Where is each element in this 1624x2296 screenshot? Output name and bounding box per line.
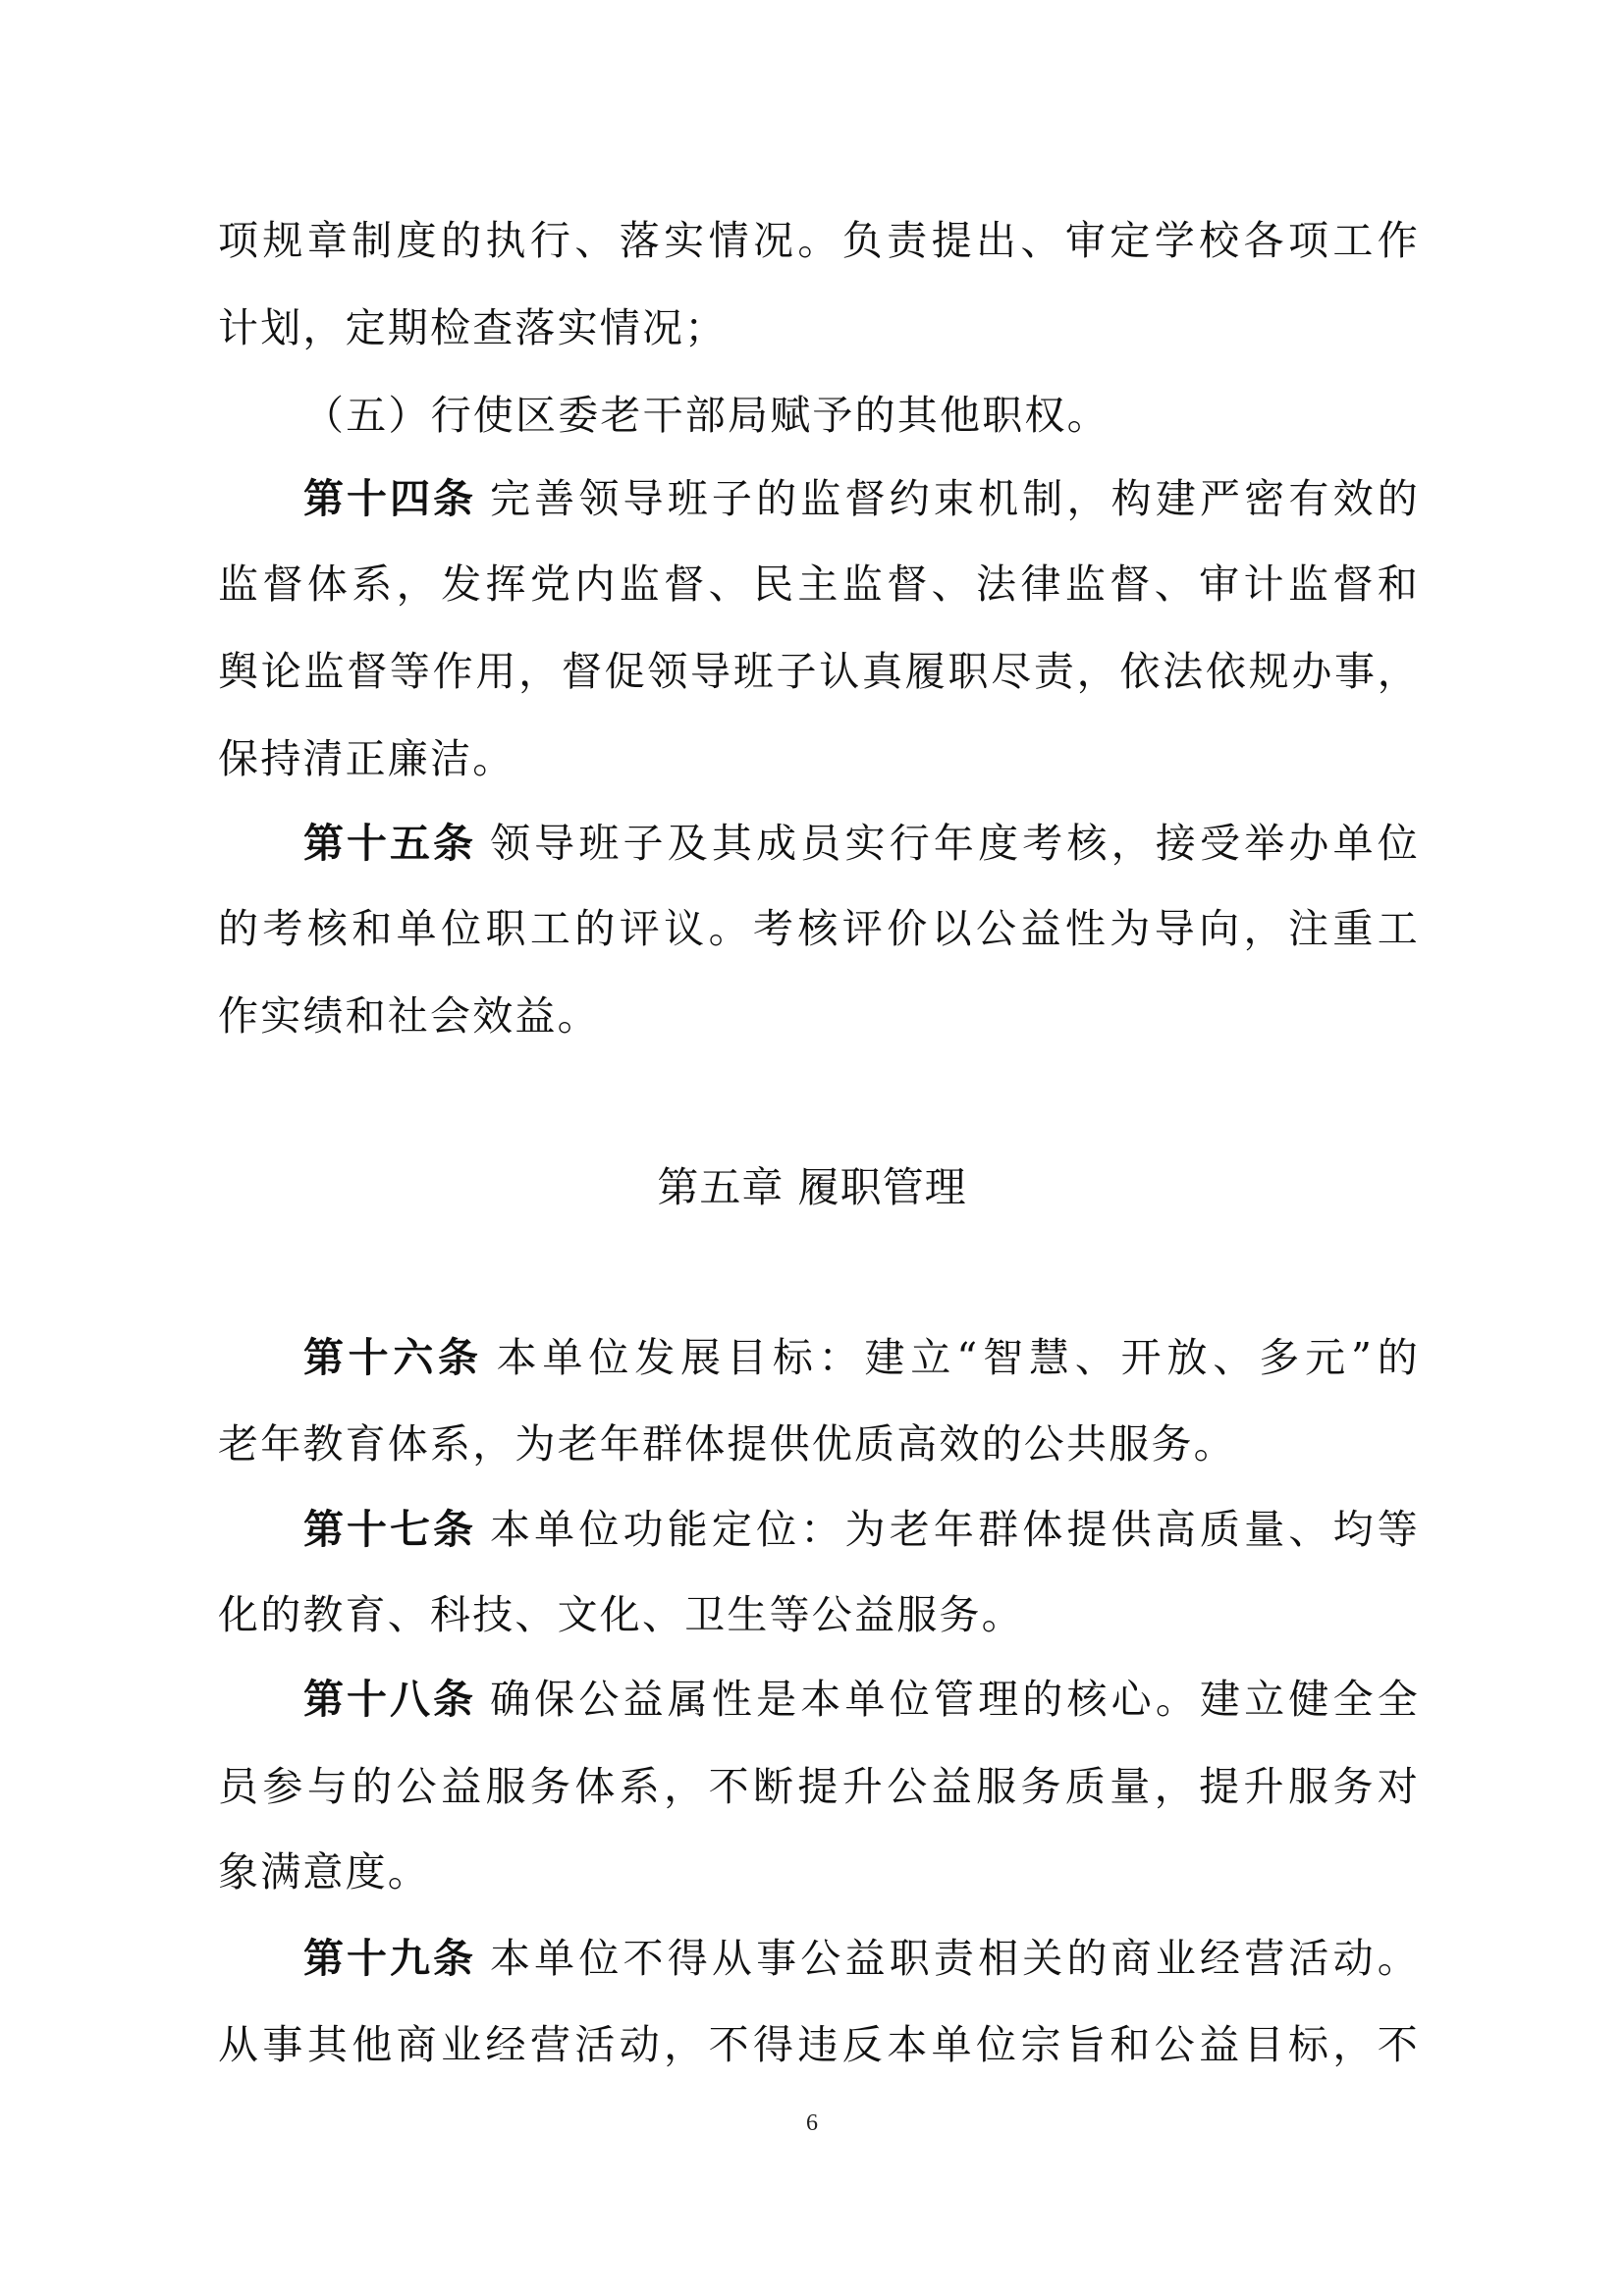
- article-number: 第十四条: [303, 475, 476, 522]
- paragraph-line: 老年教育体系，为老年群体提供优质高效的公共服务。: [218, 1420, 1236, 1468]
- chapter-heading: 第五章 履职管理: [657, 1163, 967, 1211]
- paragraph-line: 的考核和单位职工的评议。考核评价以公益性为导向，注重工: [218, 905, 1420, 952]
- article-text: 领导班子及其成员实行年度考核，接受举办单位: [489, 820, 1420, 867]
- paragraph-line: 象满意度。: [218, 1848, 430, 1896]
- paragraph-line: 舆论监督等作用，督促领导班子认真履职尽责，依法依规办事，: [218, 648, 1420, 695]
- article-number: 第十七条: [303, 1506, 476, 1553]
- page-number: 6: [806, 2110, 818, 2136]
- article-17-line: [303, 1500, 1420, 1559]
- paragraph-line: 从事其他商业经营活动，不得违反本单位宗旨和公益目标，不: [218, 2021, 1420, 2068]
- article-number: 第十五条: [303, 820, 476, 867]
- article-text: 本单位发展目标：建立“智慧、开放、多元”的: [496, 1334, 1421, 1381]
- article-text: 确保公益属性是本单位管理的核心。建立健全全: [489, 1676, 1420, 1723]
- paragraph-line: 作实绩和社会效益。: [218, 992, 600, 1040]
- paragraph-line: 员参与的公益服务体系，不断提升公益服务质量，提升服务对: [218, 1763, 1420, 1810]
- article-text: 完善领导班子的监督约束机制，构建严密有效的: [489, 475, 1420, 522]
- paragraph-line: 计划，定期检查落实情况；: [218, 304, 728, 351]
- article-text: 本单位功能定位：为老年群体提供高质量、均等: [489, 1506, 1420, 1553]
- article-18-line: [303, 1670, 1420, 1729]
- article-number: 第十八条: [303, 1676, 476, 1723]
- article-19-line: [303, 1929, 1420, 1988]
- paragraph-line: 保持清正廉洁。: [218, 735, 515, 782]
- article-15-line: [303, 814, 1420, 873]
- article-text: 本单位不得从事公益职责相关的商业经营活动。: [489, 1935, 1420, 1982]
- article-14-line: [303, 469, 1420, 528]
- article-number: 第十九条: [303, 1935, 476, 1982]
- article-16-line: [303, 1328, 1420, 1387]
- article-number: 第十六条: [303, 1334, 483, 1381]
- paragraph-line: 项规章制度的执行、落实情况。负责提出、审定学校各项工作: [218, 217, 1420, 264]
- paragraph-line: （五）行使区委老干部局赋予的其他职权。: [303, 392, 1110, 439]
- paragraph-line: 化的教育、科技、文化、卫生等公益服务。: [218, 1591, 1024, 1638]
- paragraph-line: 监督体系，发挥党内监督、民主监督、法律监督、审计监督和: [218, 561, 1420, 608]
